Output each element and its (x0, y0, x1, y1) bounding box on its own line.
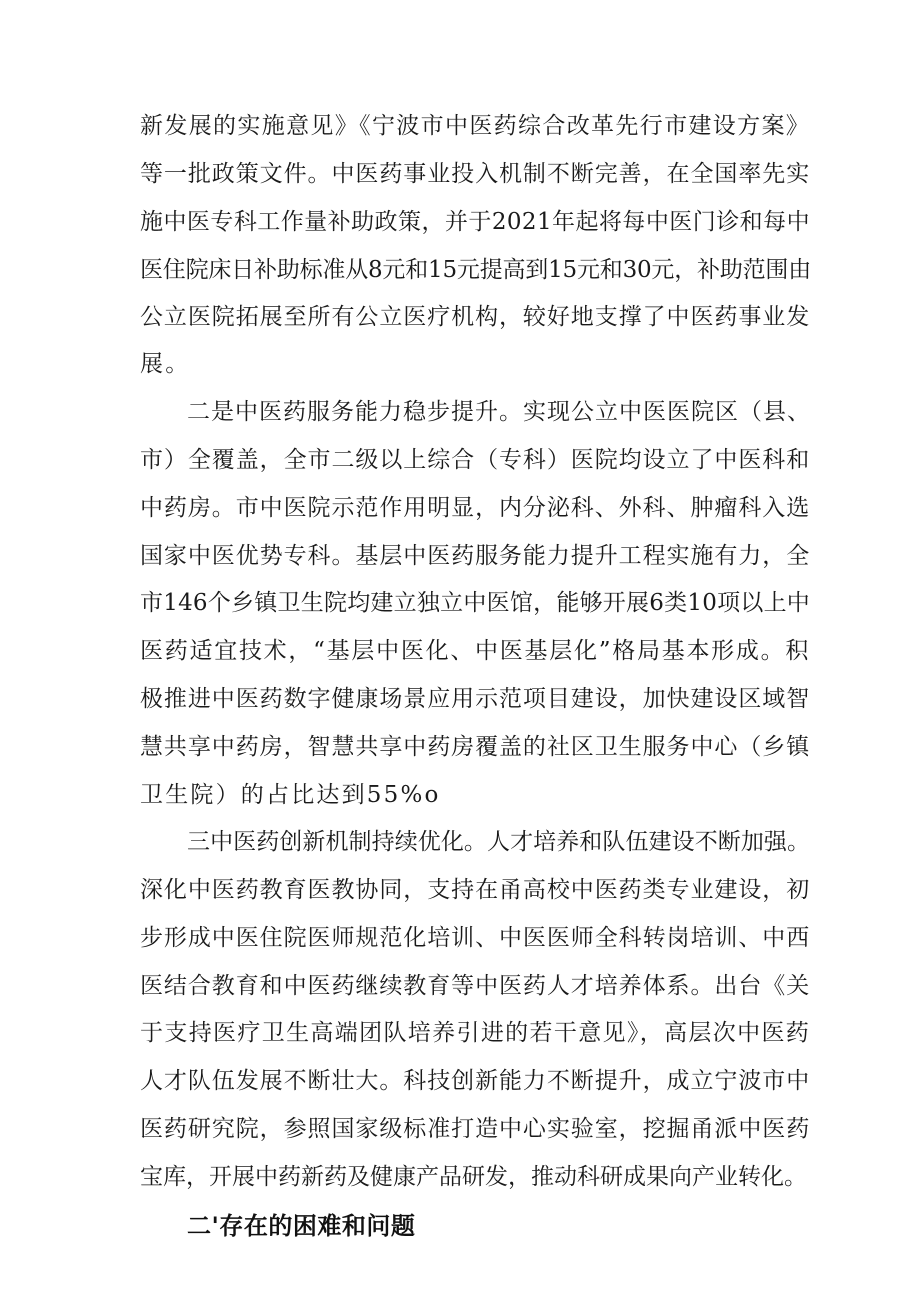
paragraph-1-line-4: 医住院床日补助标准从8元和15元提高到15元和30元，补助范围由 (140, 257, 812, 283)
paragraph-3-line-2: 深化中医药教育医教协同，支持在甬高校中医药类专业建设，初 (140, 877, 810, 903)
paragraph-1-line-2: 等一批政策文件。中医药事业投入机制不断完善，在全国率先实 (140, 161, 810, 187)
paragraph-2-line-1: 二是中医药服务能力稳步提升。实现公立中医医院区（县、 (187, 399, 811, 425)
paragraph-2-line-8: 慧共享中药房，智慧共享中药房覆盖的社区卫生服务中心（乡镇 (140, 734, 810, 760)
paragraph-1-line-5: 公立医院拓展至所有公立医疗机构，较好地支撑了中医药事业发 (140, 304, 810, 330)
paragraph-3-line-5: 于支持医疗卫生高端团队培养引进的若干意见》，高层次中医药 (140, 1020, 810, 1046)
section-heading: 二'存在的困难和问题 (187, 1212, 416, 1240)
paragraph-1-line-1: 新发展的实施意见》《宁波市中医药综合改革先行市建设方案》 (140, 113, 810, 139)
paragraph-3-line-3: 步形成中医住院医师规范化培训、中医医师全科转岗培训、中西 (140, 925, 810, 951)
paragraph-2-line-7: 极推进中医药数字健康场景应用示范项目建设，加快建设区域智 (140, 686, 810, 712)
paragraph-2-line-3: 中药房。市中医院示范作用明显，内分泌科、外科、肿瘤科入选 (140, 495, 810, 521)
paragraph-3-line-7: 医药研究院，参照国家级标准打造中心实验室，挖掘甬派中医药 (140, 1116, 810, 1142)
paragraph-2-line-4: 国家中医优势专科。基层中医药服务能力提升工程实施有力，全 (140, 543, 810, 569)
paragraph-2-line-2: 市）全覆盖，全市二级以上综合（专科）医院均设立了中医科和 (140, 447, 810, 473)
paragraph-2-line-9: 卫生院）的占比达到55%o (140, 782, 441, 808)
paragraph-1-line-6: 展。 (140, 351, 191, 377)
paragraph-3-line-6: 人才队伍发展不断壮大。科技创新能力不断提升，成立宁波市中 (140, 1068, 810, 1094)
paragraph-2-line-5: 市146个乡镇卫生院均建立独立中医馆，能够开展6类10项以上中 (140, 590, 810, 616)
paragraph-3-line-8: 宝库，开展中药新药及健康产品研发，推动科研成果向产业转化。 (140, 1164, 807, 1190)
paragraph-3-line-1: 三中医药创新机制持续优化。人才培养和队伍建设不断加强。 (187, 829, 810, 855)
paragraph-1-line-3: 施中医专科工作量补助政策，并于2021年起将每中医门诊和每中 (140, 209, 810, 235)
paragraph-3-line-4: 医结合教育和中医药继续教育等中医药人才培养体系。出台《关 (140, 973, 810, 999)
paragraph-2-line-6: 医药适宜技术，“基层中医化、中医基层化”格局基本形成。积 (140, 638, 810, 664)
